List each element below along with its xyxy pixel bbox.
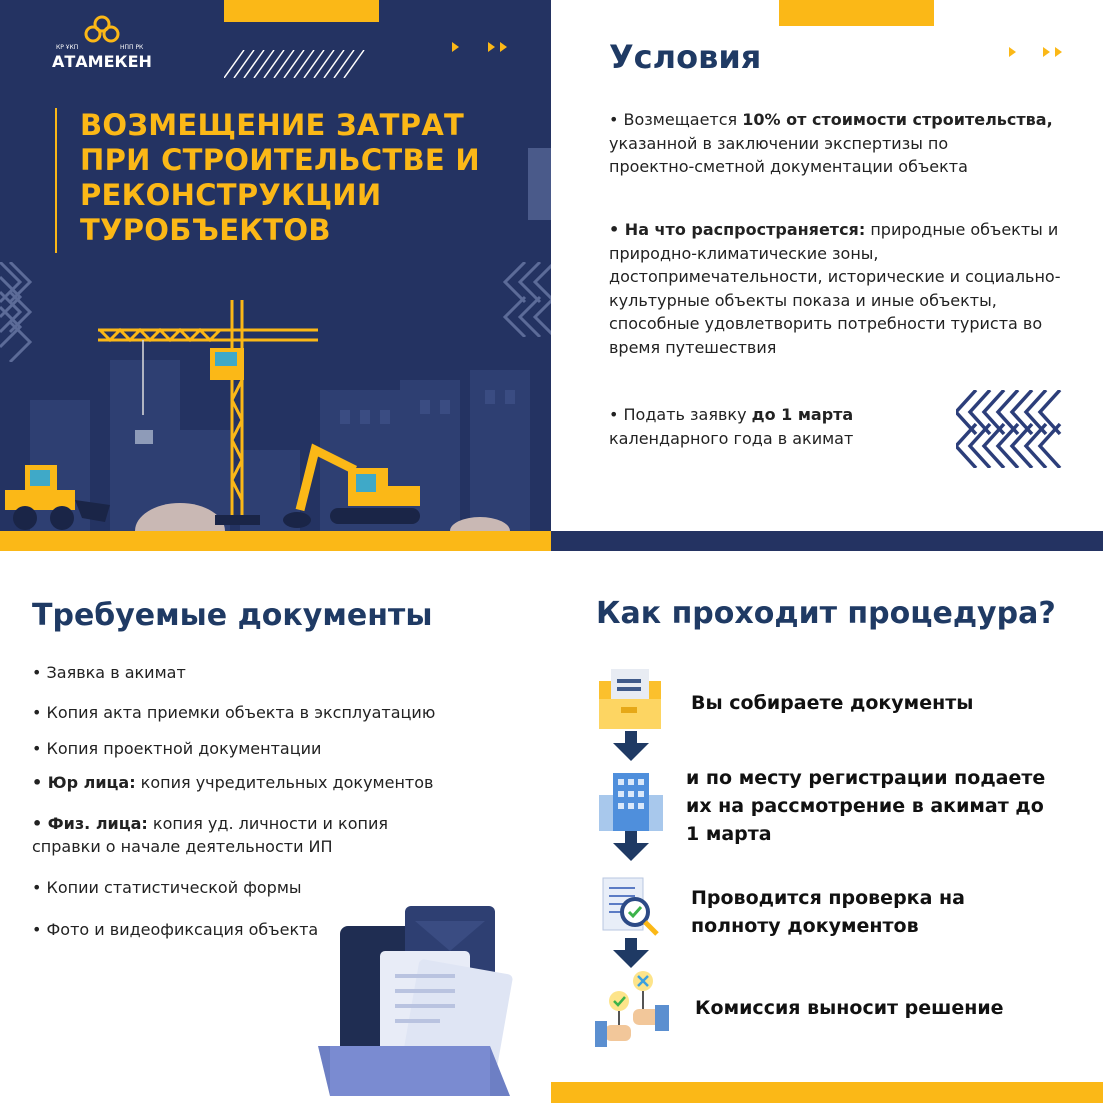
top-accent-bar bbox=[224, 0, 379, 22]
condition-item-2: • На что распространяется: природные объекты и природно-климатические зоны, достопримечательности, исторические и социально-культурные объекты показа и иные объекты, способные удовлетворить потребности туриста во время путешествия bbox=[609, 220, 1061, 357]
down-arrow-icon bbox=[613, 731, 649, 761]
folder-documents-icon bbox=[310, 896, 520, 1096]
folder-icon bbox=[599, 669, 664, 731]
documents-title: Требуемые документы bbox=[32, 598, 433, 633]
voting-hands-icon bbox=[593, 969, 673, 1049]
logo-left-caption: КР ҰКП bbox=[56, 44, 79, 51]
cover-panel bbox=[0, 0, 551, 551]
step-3-text: Проводится проверка на полноту документов bbox=[691, 887, 965, 937]
bottom-navy-bar bbox=[551, 531, 1103, 551]
hatch-decoration bbox=[224, 50, 374, 78]
doc-item-7: • Фото и видеофиксация объекта bbox=[32, 920, 319, 939]
bottom-accent-bar bbox=[551, 1082, 1103, 1103]
doc-item-4: • Юр лица: копия учредительных документов bbox=[32, 773, 434, 792]
title-line-1: ВОЗМЕЩЕНИЕ ЗАТРАТ bbox=[80, 108, 465, 142]
down-arrow-icon bbox=[613, 831, 649, 861]
side-block bbox=[528, 148, 551, 220]
title-line-3: РЕКОНСТРУКЦИИ bbox=[80, 178, 382, 212]
documents-panel bbox=[0, 551, 551, 1103]
doc-item-5: • Физ. лица: копия уд. личности и копия справки о начале деятельности ИП bbox=[32, 814, 388, 856]
building-icon bbox=[599, 773, 664, 831]
document-search-icon bbox=[601, 876, 663, 938]
condition-item-3: • Подать заявку до 1 марта календарного года в акимат bbox=[609, 405, 854, 448]
logo-right-caption: НПП РК bbox=[120, 44, 144, 51]
bottom-accent-bar bbox=[0, 531, 551, 551]
title-accent-line bbox=[55, 108, 57, 253]
title-line-4: ТУРОБЪЕКТОВ bbox=[80, 213, 331, 247]
step-1-text: Вы собираете документы bbox=[691, 692, 974, 714]
logo-name: АТАМЕКЕН bbox=[52, 52, 152, 71]
top-accent-bar bbox=[779, 0, 934, 26]
conditions-title: Условия bbox=[609, 38, 762, 76]
conditions-panel bbox=[551, 0, 1103, 551]
construction-illustration bbox=[0, 300, 551, 531]
down-arrow-icon bbox=[613, 938, 649, 968]
arrows-decoration bbox=[1009, 47, 1074, 59]
atameken-logo bbox=[50, 14, 160, 74]
chevron-stripes bbox=[956, 390, 1071, 468]
doc-item-1: • Заявка в акимат bbox=[32, 663, 186, 682]
procedure-title: Как проходит процедура? bbox=[596, 596, 1056, 631]
doc-item-6: • Копии статистической формы bbox=[32, 878, 302, 897]
arrows-decoration bbox=[452, 42, 517, 54]
step-2-text: и по месту регистрации подаете их на рассмотрение в акимат до 1 марта bbox=[686, 767, 1046, 845]
cover-title bbox=[80, 108, 520, 248]
title-line-2: ПРИ СТРОИТЕЛЬСТВЕ И bbox=[80, 143, 480, 177]
doc-item-2: • Копия акта приемки объекта в эксплуатацию bbox=[32, 703, 436, 722]
procedure-panel bbox=[551, 551, 1103, 1103]
logo-emblem-icon bbox=[82, 14, 122, 48]
doc-item-3: • Копия проектной документации bbox=[32, 739, 322, 758]
condition-item-1: • Возмещается 10% от стоимости строительства, указанной в заключении экспертизы по проектно-сметной документации объекта bbox=[609, 110, 1053, 176]
step-4-text: Комиссия выносит решение bbox=[695, 997, 1004, 1019]
